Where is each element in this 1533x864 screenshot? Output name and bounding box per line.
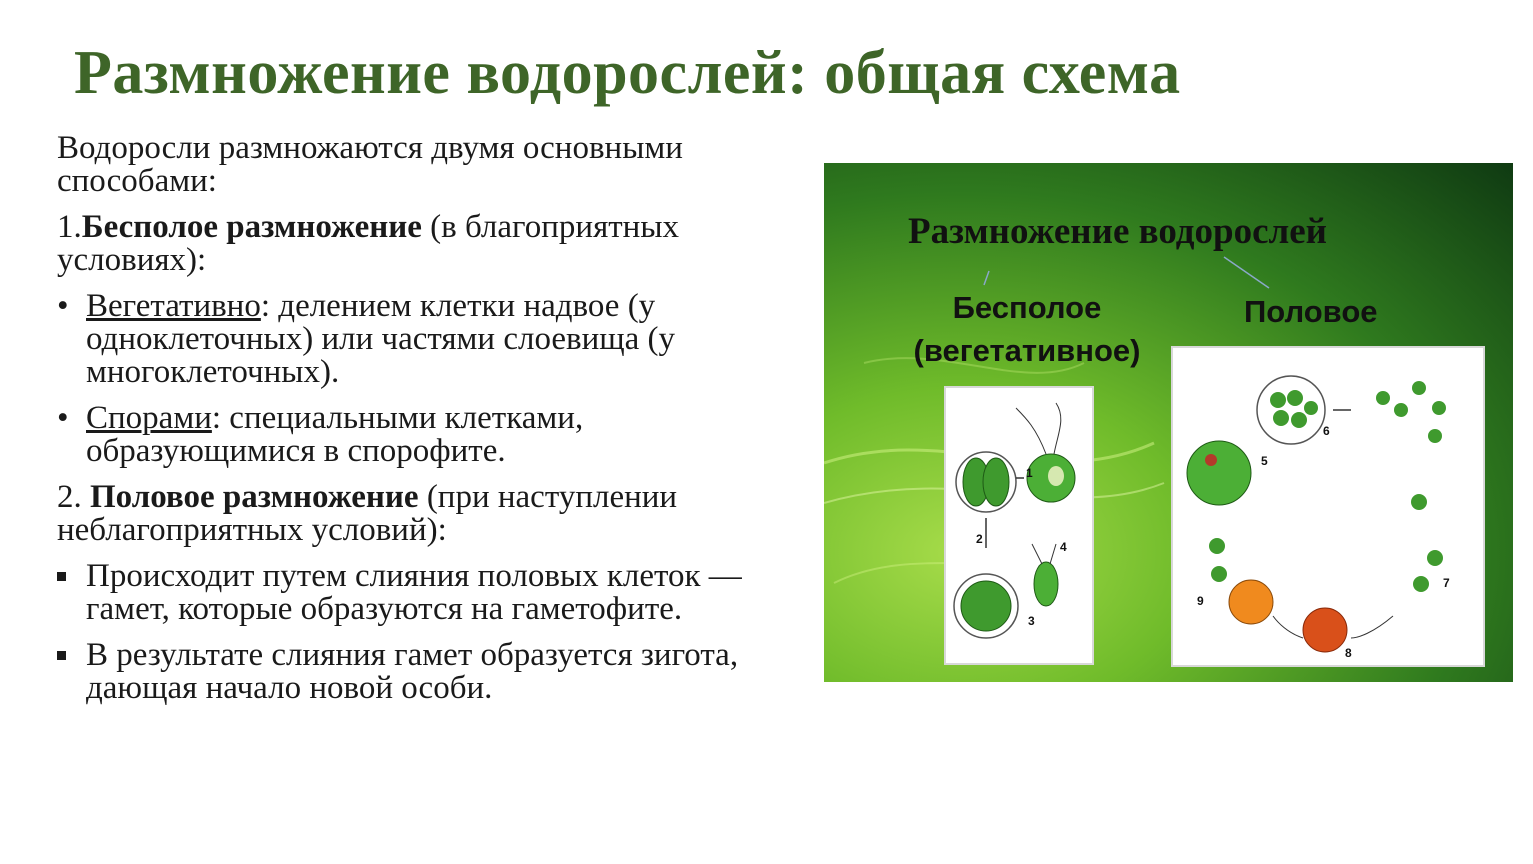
page-title: Размножение водорослей: общая схема: [74, 39, 1181, 107]
list-item-vegetative: [57, 290, 805, 389]
stage-label: 3: [1028, 614, 1035, 628]
algae-reproduction-figure: [824, 163, 1513, 682]
list-item-zygote: [57, 639, 805, 705]
sexual-cycle-drawing: [1173, 348, 1483, 665]
bullet-term: Вегетативно: [86, 288, 261, 324]
stage-label: 6: [1323, 424, 1330, 438]
figure-title: Размножение водорослей: [908, 211, 1327, 252]
stage-label: 7: [1443, 576, 1450, 590]
stage-label: 9: [1197, 594, 1204, 608]
bullet-term: Спорами: [86, 400, 212, 436]
asexual-tail: (в благоприятных условиях):: [57, 209, 680, 278]
stage-label: 1: [1026, 466, 1033, 480]
bullet-text: Происходит путем слияния половых клеток — гамет, которые образуются на гаметофите.: [86, 558, 742, 627]
stage-label: 4: [1060, 540, 1067, 554]
asexual-number: 1.: [57, 209, 82, 245]
sexual-cycle-panel: [1171, 346, 1485, 667]
list-item-gametes: [57, 560, 805, 626]
stage-label: 2: [976, 532, 983, 546]
sexual-number: 2.: [57, 479, 90, 515]
stage-label: 5: [1261, 454, 1268, 468]
intro-text: Водоросли размножаются двумя основными способами:: [57, 130, 683, 199]
sexual-heading: [57, 481, 805, 547]
list-item-spores: [57, 402, 805, 468]
bullet-square-icon: [57, 647, 66, 660]
stage-label: 8: [1345, 646, 1352, 660]
asexual-cycle-drawing: [946, 388, 1092, 663]
bullet-text: : делением клетки надвое (у одноклеточных) или частями слоевища (у многоклеточных).: [86, 288, 676, 390]
asexual-cycle-panel: [944, 386, 1094, 665]
bullet-dot-icon: [57, 290, 69, 323]
asexual-heading: [57, 211, 805, 277]
bullet-text: : специальными клетками, образующимися в спорофите.: [86, 400, 584, 469]
figure-sexual-label: Половое: [1244, 294, 1378, 329]
bullet-square-icon: [57, 568, 66, 581]
sexual-tail: (при наступлении неблагоприятных условий):: [57, 479, 678, 548]
body-text: [57, 132, 805, 718]
asexual-label: Бесполое размножение: [81, 209, 422, 245]
bullet-dot-icon: [57, 402, 69, 435]
sexual-label: Половое размножение: [90, 479, 419, 515]
figure-asexual-label: Бесполое (вегетативное): [913, 290, 1141, 368]
bullet-text: В результате слияния гамет образуется зигота, дающая начало новой особи.: [86, 637, 739, 706]
